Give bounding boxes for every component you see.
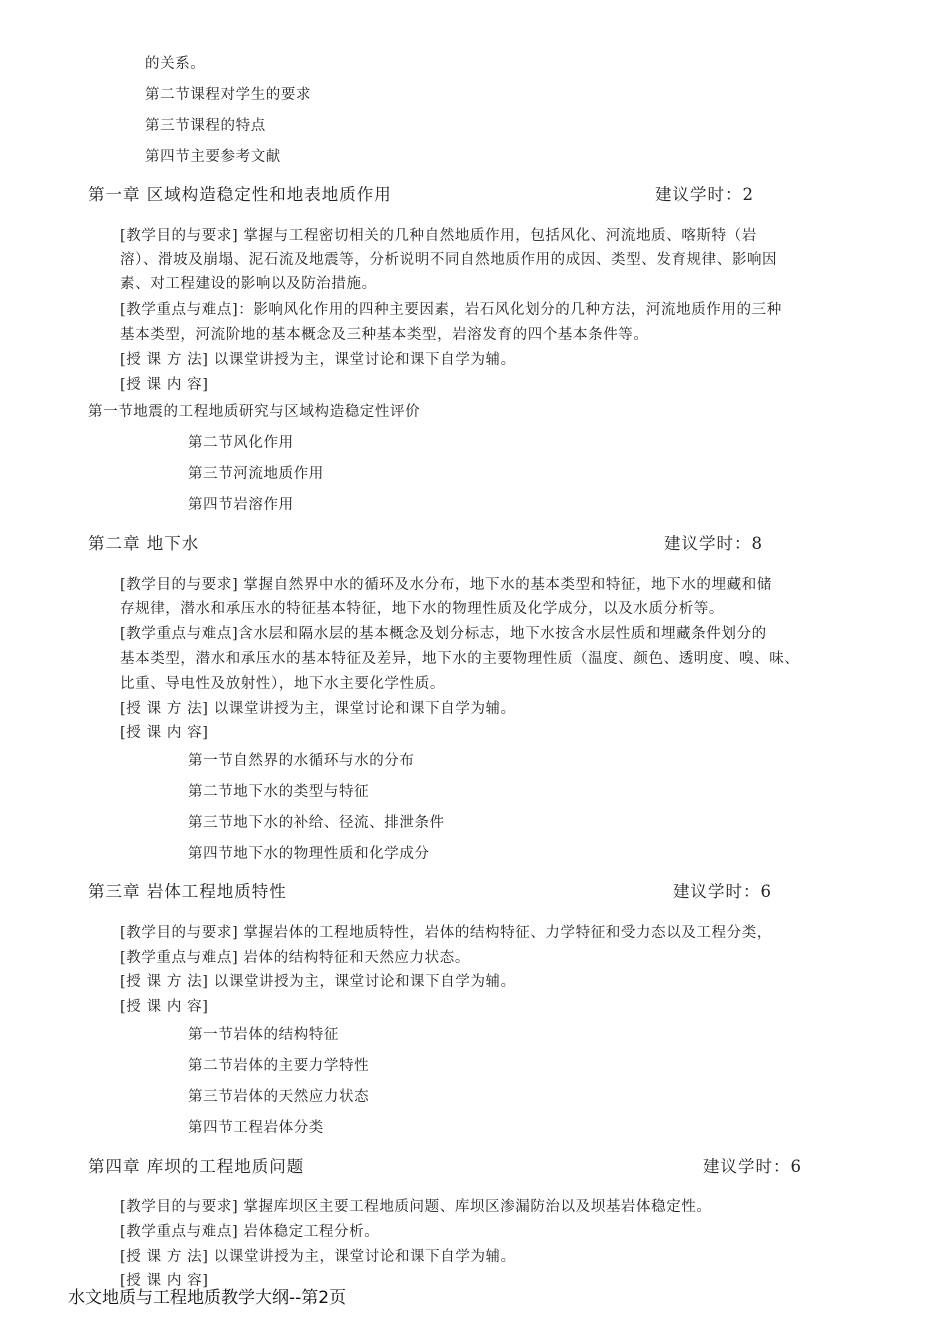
chapter-1-section: 第四节岩溶作用 xyxy=(188,497,294,513)
chapter-2-title: 第二章 地下水 xyxy=(88,534,200,553)
chapter-1-method: [授 课 方 法] 以课堂讲授为主，课堂讨论和课下自学为辅。 xyxy=(120,352,516,368)
chapter-1-goal-line: [教学目的与要求] 掌握与工程密切相关的几种自然地质作用，包括风化、河流地质、喀斯特（岩 xyxy=(120,228,757,244)
intro-section-2: 第二节课程对学生的要求 xyxy=(145,87,312,103)
intro-section-3: 第三节课程的特点 xyxy=(145,118,266,134)
chapter-2-section: 第一节自然界的水循环与水的分布 xyxy=(188,753,415,769)
chapter-1-goal-line: 溶）、滑坡及崩塌、泥石流及地震等，分析说明不同自然地质作用的成因、类型、发育规律、影响因 xyxy=(120,252,778,268)
chapter-2-section: 第三节地下水的补给、径流、排泄条件 xyxy=(188,815,445,831)
chapter-3-section: 第二节岩体的主要力学特性 xyxy=(188,1058,370,1074)
chapter-2-section: 第四节地下水的物理性质和化学成分 xyxy=(188,846,430,862)
chapter-1-key-line: [教学重点与难点]：影响风化作用的四种主要因素，岩石风化划分的几种方法，河流地质作用的三种 xyxy=(120,302,782,318)
chapter-3-goal-line: [教学目的与要求] 掌握岩体的工程地质特性，岩体的结构特征、力学特征和受力态以及工程分类， xyxy=(120,925,772,941)
chapter-3-title: 第三章 岩体工程地质特性 xyxy=(88,882,287,901)
chapter-3-section: 第一节岩体的结构特征 xyxy=(188,1027,339,1043)
chapter-2-content-label: [授 课 内 容] xyxy=(120,725,209,741)
chapter-4-method: [授 课 方 法] 以课堂讲授为主，课堂讨论和课下自学为辅。 xyxy=(120,1249,516,1265)
chapter-4-content-label: [授 课 内 容] xyxy=(120,1273,209,1289)
intro-section-4: 第四节主要参考文献 xyxy=(145,149,281,165)
chapter-1-section: 第三节河流地质作用 xyxy=(188,466,324,482)
chapter-3-method: [授 课 方 法] 以课堂讲授为主，课堂讨论和课下自学为辅。 xyxy=(120,974,516,990)
page-footer: 水文地质与工程地质教学大纲--第2页 xyxy=(68,1288,347,1308)
chapter-2-key-line: 基本类型，潜水和承压水的基本特征及差异，地下水的主要物理性质（温度、颜色、透明度、嗅、味、 xyxy=(120,651,800,667)
chapter-1-goal-line: 素、对工程建设的影响以及防治措施。 xyxy=(120,276,377,292)
chapter-1-section: 第一节地震的工程地质研究与区域构造稳定性评价 xyxy=(88,404,421,420)
chapter-2-section: 第二节地下水的类型与特征 xyxy=(188,784,370,800)
chapter-2-method: [授 课 方 法] 以课堂讲授为主，课堂讨论和课下自学为辅。 xyxy=(120,701,516,717)
chapter-3-key-line: [教学重点与难点] 岩体的结构特征和天然应力状态。 xyxy=(120,950,470,966)
chapter-1-key-line: 基本类型，河流阶地的基本概念及三种基本类型，岩溶发育的四个基本条件等。 xyxy=(120,327,649,343)
chapter-1-title: 第一章 区域构造稳定性和地表地质作用 xyxy=(88,185,392,204)
chapter-2-goal-line: [教学目的与要求] 掌握自然界中水的循环及水分布，地下水的基本类型和特征，地下水的埋藏和储 xyxy=(120,577,772,593)
chapter-4-goal-line: [教学目的与要求] 掌握库坝区主要工程地质问题、库坝区渗漏防治以及坝基岩体稳定性。 xyxy=(120,1199,712,1215)
chapter-2-goal-line: 存规律，潜水和承压水的特征基本特征，地下水的物理性质及化学成分，以及水质分析等。 xyxy=(120,601,724,617)
chapter-3-section: 第三节岩体的天然应力状态 xyxy=(188,1089,370,1105)
chapter-1-section: 第二节风化作用 xyxy=(188,435,294,451)
chapter-1-hours: 建议学时：2 xyxy=(655,185,754,204)
intro-text-line: 的关系。 xyxy=(145,56,206,72)
chapter-2-hours: 建议学时：8 xyxy=(664,534,763,553)
chapter-4-key-line: [教学重点与难点] 岩体稳定工程分析。 xyxy=(120,1224,380,1240)
chapter-1-content-label: [授 课 内 容] xyxy=(120,377,209,393)
chapter-2-key-line: [教学重点与难点]含水层和隔水层的基本概念及划分标志，地下水按含水层性质和埋藏条件划分的 xyxy=(120,626,767,642)
chapter-3-hours: 建议学时：6 xyxy=(673,882,772,901)
chapter-4-title: 第四章 库坝的工程地质问题 xyxy=(88,1157,305,1176)
chapter-4-hours: 建议学时：6 xyxy=(703,1157,802,1176)
chapter-2-key-line: 比重、导电性及放射性），地下水主要化学性质。 xyxy=(120,676,445,692)
chapter-3-content-label: [授 课 内 容] xyxy=(120,999,209,1015)
chapter-3-section: 第四节工程岩体分类 xyxy=(188,1120,324,1136)
